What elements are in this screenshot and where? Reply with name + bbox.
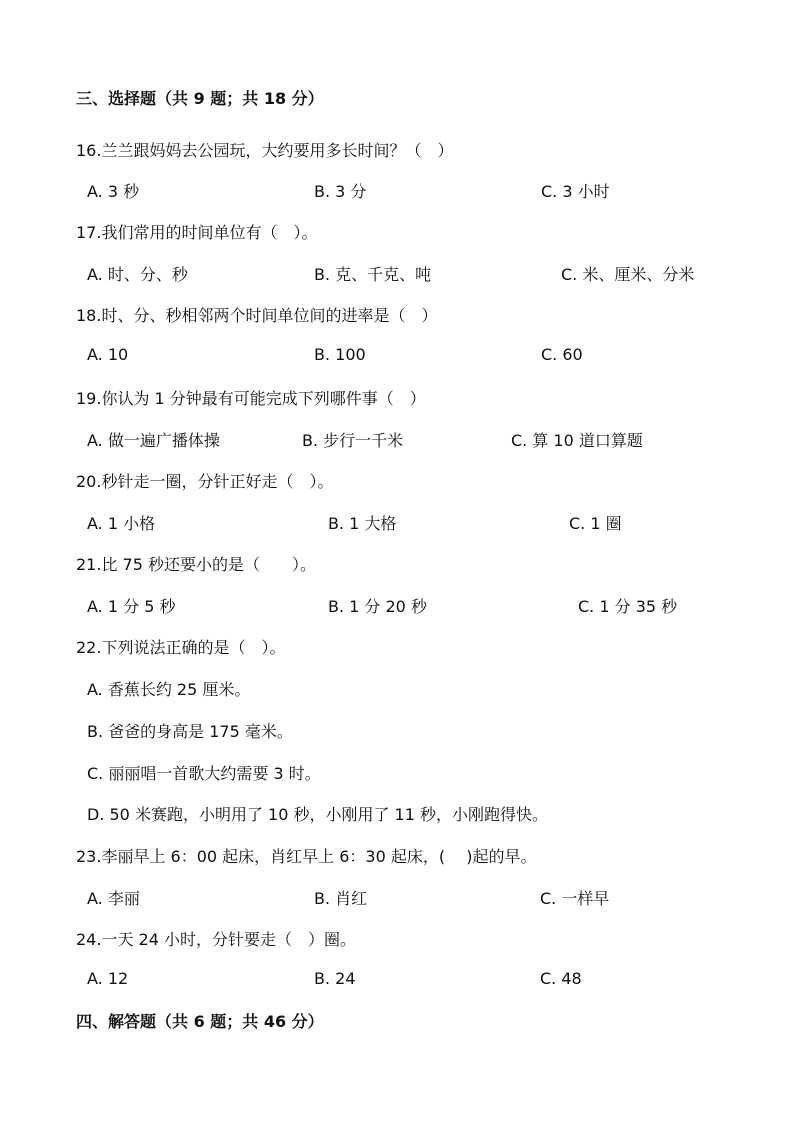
- q22-option-b[interactable]: B. 爸爸的身高是 175 毫米。: [87, 722, 293, 741]
- question-21: 21.比 75 秒还要小的是（ ）。: [76, 555, 316, 574]
- question-23: 23.李丽早上 6：00 起床，肖红早上 6：30 起床，( )起的早。: [76, 847, 537, 866]
- section-title-solve: 四、解答题（共 6 题；共 46 分）: [76, 1012, 324, 1031]
- q23-option-b[interactable]: B. 肖红: [314, 889, 368, 908]
- q20-option-c[interactable]: C. 1 圈: [569, 514, 622, 533]
- q19-option-a[interactable]: A. 做一遍广播体操: [87, 431, 220, 450]
- q17-option-a[interactable]: A. 时、分、秒: [87, 265, 188, 284]
- question-22: 22.下列说法正确的是（ ）。: [76, 638, 286, 657]
- question-18: 18.时、分、秒相邻两个时间单位间的进率是（ ）: [76, 306, 438, 325]
- q19-option-b[interactable]: B. 步行一千米: [302, 431, 404, 450]
- q22-option-d[interactable]: D. 50 米赛跑，小明用了 10 秒，小刚用了 11 秒，小刚跑得快。: [87, 805, 549, 824]
- q24-option-a[interactable]: A. 12: [87, 969, 129, 988]
- q23-option-c[interactable]: C. 一样早: [540, 889, 610, 908]
- q22-option-c[interactable]: C. 丽丽唱一首歌大约需要 3 时。: [87, 764, 321, 783]
- question-19: 19.你认为 1 分钟最有可能完成下列哪件事（ ）: [76, 389, 426, 408]
- q21-option-b[interactable]: B. 1 分 20 秒: [328, 597, 427, 616]
- question-24: 24.一天 24 小时，分针要走（ ）圈。: [76, 930, 356, 949]
- q16-option-b[interactable]: B. 3 分: [314, 182, 367, 201]
- q16-option-a[interactable]: A. 3 秒: [87, 182, 140, 201]
- q21-option-c[interactable]: C. 1 分 35 秒: [578, 597, 678, 616]
- section-title-choice: 三、选择题（共 9 题；共 18 分）: [76, 89, 324, 108]
- q21-option-a[interactable]: A. 1 分 5 秒: [87, 597, 176, 616]
- q19-option-c[interactable]: C. 算 10 道口算题: [511, 431, 643, 450]
- q20-option-b[interactable]: B. 1 大格: [328, 514, 397, 533]
- question-17: 17.我们常用的时间单位有（ ）。: [76, 223, 318, 242]
- q16-option-c[interactable]: C. 3 小时: [541, 182, 610, 201]
- q24-option-b[interactable]: B. 24: [314, 969, 356, 988]
- q22-option-a[interactable]: A. 香蕉长约 25 厘米。: [87, 680, 251, 699]
- question-20: 20.秒针走一圈，分针正好走（ ）。: [76, 472, 334, 491]
- q18-option-c[interactable]: C. 60: [541, 345, 583, 364]
- q23-option-a[interactable]: A. 李丽: [87, 889, 140, 908]
- q24-option-c[interactable]: C. 48: [540, 969, 582, 988]
- q17-option-c[interactable]: C. 米、厘米、分米: [561, 265, 695, 284]
- question-16: 16.兰兰跟妈妈去公园玩，大约要用多长时间？（ ）: [76, 141, 454, 160]
- q18-option-a[interactable]: A. 10: [87, 345, 129, 364]
- q17-option-b[interactable]: B. 克、千克、吨: [314, 265, 432, 284]
- q20-option-a[interactable]: A. 1 小格: [87, 514, 156, 533]
- q18-option-b[interactable]: B. 100: [314, 345, 366, 364]
